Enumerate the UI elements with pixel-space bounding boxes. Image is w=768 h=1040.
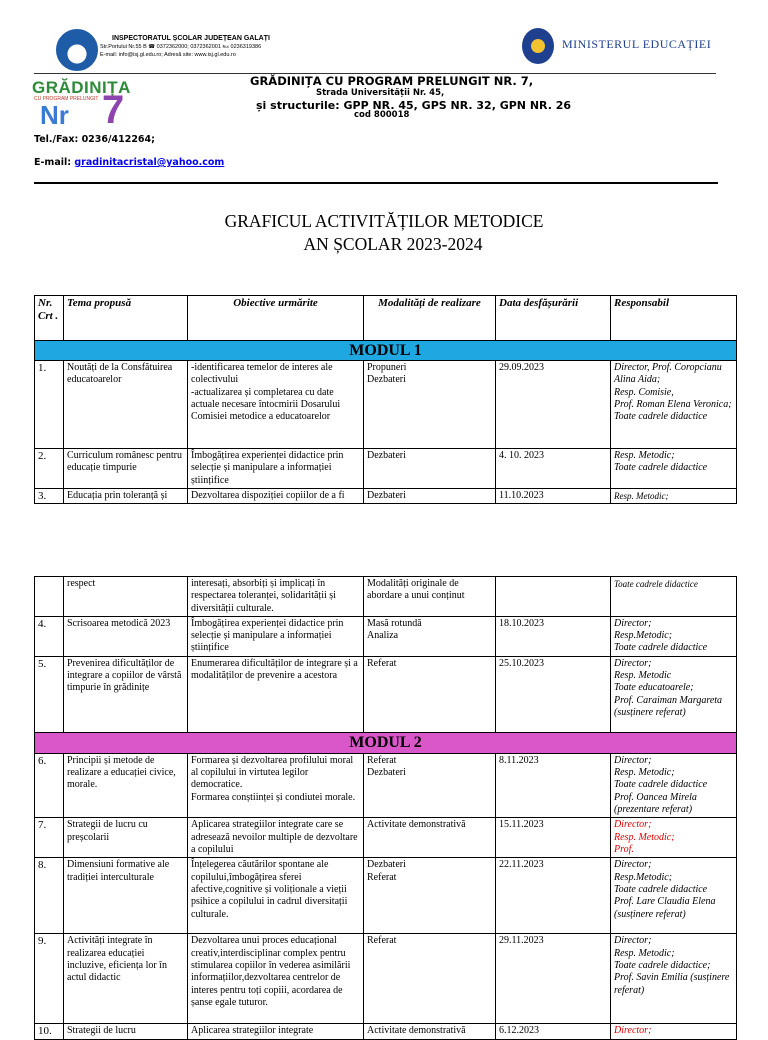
module-2-heading: MODUL 2 (35, 732, 737, 753)
row-obiective: Dezvoltarea dispoziției copiilor de a fi (188, 488, 364, 503)
email-line (34, 157, 224, 168)
kindergarten-logo-sub: CU PROGRAM PRELUNGIT (34, 96, 99, 102)
row-data: 29.09.2023 (496, 361, 611, 449)
row-nr: 3. (35, 488, 64, 503)
kindergarten-logo-word: GRĂDINIȚA (32, 78, 131, 97)
row-data: 4. 10. 2023 (496, 449, 611, 489)
school-structures: și structurile: GPP NR. 45, GPS NR. 32, GPN NR. 26 (256, 99, 572, 112)
table-row (35, 577, 737, 617)
header-data: Data desfășurării (496, 296, 611, 341)
row-tema: Strategii de lucru cu preșcolarii (64, 818, 188, 858)
row-tema: Prevenirea dificultăților de integrare a copiilor de vârstă timpurie în grădinițe (64, 656, 188, 732)
table-row (35, 934, 737, 1024)
table-row (35, 858, 737, 934)
row-responsabil: Director; Resp. Metodic; Toate cadrele didactice; Prof. Savin Emilia (susținere referat) (611, 934, 737, 1024)
row-obiective: -identificarea temelor de interes ale colectivului -actualizarea și completarea cu date actuale necesare întocmirii Dosarului Comisiei metodice a educatoarelor (188, 361, 364, 449)
row-nr: 4. (35, 616, 64, 656)
email-link[interactable]: gradinitacristal@yahoo.com (74, 157, 225, 168)
row-data (496, 577, 611, 617)
isj-contact: E-mail: info@isj.gl.edu.ro; Adresă site: www.isj.gl.edu.ro (100, 52, 236, 58)
row-modalitati: Dezbateri Referat (364, 858, 496, 934)
row-data: 11.10.2023 (496, 488, 611, 503)
row-modalitati: Masă rotundă Analiza (364, 616, 496, 656)
row-tema: respect (64, 577, 188, 617)
row-tema: Curriculum românesc pentru educație timpurie (64, 449, 188, 489)
table-row (35, 753, 737, 817)
row-responsabil: Director, Prof. Coropcianu Alina Aida; Resp. Comisie, Prof. Roman Elena Veronica; Toate cadrele didactice (611, 361, 737, 449)
row-obiective: Aplicarea strategiilor integrate (188, 1024, 364, 1039)
row-tema: Principii și metode de realizare a educației civice, morale. (64, 753, 188, 817)
email-label: E-mail: (34, 157, 75, 168)
kindergarten-logo-nr: Nr (40, 100, 69, 130)
row-responsabil: Director; Resp.Metodic; Toate cadrele didactice (611, 616, 737, 656)
module-1-heading: MODUL 1 (35, 341, 737, 361)
row-modalitati: Referat (364, 934, 496, 1024)
row-modalitati: Referat Dezbateri (364, 753, 496, 817)
row-responsabil: Director; Resp. Metodic Toate educatoarele; Prof. Caraiman Margareta (susținere referat) (611, 656, 737, 732)
row-obiective: Înțelegerea căutărilor spontane ale copilului,îmbogățirea sferei afective,cognitive și voliționale a vieții psihice a copilului in cadrul diversitații culturale. (188, 858, 364, 934)
table-header-row (35, 296, 737, 341)
school-street: Strada Universității Nr. 45, (316, 88, 445, 98)
school-name: GRĂDINIȚA CU PROGRAM PRELUNGIT NR. 7, (250, 74, 534, 88)
row-modalitati: Activitate demonstrativă (364, 818, 496, 858)
isj-logo-icon (56, 29, 98, 71)
isj-title: INSPECTORATUL ȘCOLAR JUDEȚEAN GALAȚI (112, 35, 270, 42)
row-tema: Dimensiuni formative ale tradiției interculturale (64, 858, 188, 934)
row-tema: Noutăți de la Consfătuirea educatoarelor (64, 361, 188, 449)
row-obiective: Îmbogățirea experienței didactice prin selecție și manipulare a informației științifice (188, 616, 364, 656)
row-responsabil: Director; Resp.Metodic; Toate cadrele didactice Prof. Lare Claudia Elena (susținere referat) (611, 858, 737, 934)
row-modalitati: Referat (364, 656, 496, 732)
row-obiective: Enumerarea dificultăților de integrare și a modalităților de prevenire a acestora (188, 656, 364, 732)
activities-table-part2 (34, 576, 737, 1040)
header-obiective: Obiective urmărite (188, 296, 364, 341)
ministry-name: MINISTERUL EDUCAȚIEI (562, 37, 712, 51)
tel-fax: Tel./Fax: 0236/412264; (34, 134, 155, 145)
kindergarten-logo-7: 7 (102, 88, 125, 132)
header-nr: Nr. Crt . (35, 296, 64, 341)
row-obiective: Îmbogățirea experienței didactice prin selecție și manipulare a informației științifice (188, 449, 364, 489)
row-modalitati: Dezbateri (364, 488, 496, 503)
row-nr: 10. (35, 1024, 64, 1039)
activities-table-part1 (34, 295, 737, 504)
header-responsabil: Responsabil (611, 296, 737, 341)
row-responsabil: Director; (611, 1024, 737, 1039)
row-obiective: interesați, absorbiți și implicați în respectarea toleranței, solidarității și diversității culturale. (188, 577, 364, 617)
row-responsabil: Resp. Metodic; (611, 488, 737, 503)
row-nr: 6. (35, 753, 64, 817)
table-row (35, 616, 737, 656)
row-obiective: Formarea și dezvoltarea profilului moral al copilului in virtutea legilor democratice. Formarea conștiinței și condiutei morale. (188, 753, 364, 817)
row-modalitati: Activitate demonstrativă (364, 1024, 496, 1039)
row-nr: 7. (35, 818, 64, 858)
ministry-crest-icon (522, 28, 554, 64)
row-data: 18.10.2023 (496, 616, 611, 656)
school-cod: cod 800018 (354, 110, 410, 120)
row-data: 6.12.2023 (496, 1024, 611, 1039)
row-modalitati: Modalități originale de abordare a unui conținut (364, 577, 496, 617)
row-nr (35, 577, 64, 617)
letterhead-divider (34, 182, 718, 184)
header-tema: Tema propusă (64, 296, 188, 341)
table-row (35, 1024, 737, 1039)
row-nr: 5. (35, 656, 64, 732)
row-tema: Scrisoarea metodică 2023 (64, 616, 188, 656)
row-responsabil: Resp. Metodic; Toate cadrele didactice (611, 449, 737, 489)
row-data: 15.11.2023 (496, 818, 611, 858)
header-modalitati: Modalități de realizare (364, 296, 496, 341)
table-row (35, 818, 737, 858)
row-nr: 9. (35, 934, 64, 1024)
row-tema: Activități integrate în realizarea educației incluzive, eficiența lor în actul didactic (64, 934, 188, 1024)
row-nr: 1. (35, 361, 64, 449)
row-nr: 2. (35, 449, 64, 489)
row-data: 22.11.2023 (496, 858, 611, 934)
row-obiective: Dezvoltarea unui proces educațional creativ,interdisciplinar complex pentru stimularea copiilor în vederea asimilării informațiilor,dezvoltarea centrelor de interes pentru toți copiii, acordarea de șanse egale tuturor. (188, 934, 364, 1024)
table-row (35, 449, 737, 489)
row-responsabil: Toate cadrele didactice (611, 577, 737, 617)
row-obiective: Aplicarea strategiilor integrate care se adresează nevoilor multiple de dezvoltare a copilului (188, 818, 364, 858)
row-data: 8.11.2023 (496, 753, 611, 817)
row-tema: Strategii de lucru (64, 1024, 188, 1039)
row-data: 25.10.2023 (496, 656, 611, 732)
table-row (35, 361, 737, 449)
row-modalitati: Dezbateri (364, 449, 496, 489)
table-row (35, 656, 737, 732)
row-modalitati: Propuneri Dezbateri (364, 361, 496, 449)
row-tema: Educația prin toleranță și (64, 488, 188, 503)
isj-address: Str.Portului Nr.55 B ☎ 0372362000; 0372362001 ℻ 0236319386 (100, 44, 262, 50)
table-row (35, 488, 737, 503)
document-title: GRAFICUL ACTIVITĂȚILOR METODICE (224, 211, 544, 231)
row-data: 29.11.2023 (496, 934, 611, 1024)
row-responsabil: Director; Resp. Metodic; Prof. (611, 818, 737, 858)
row-nr: 8. (35, 858, 64, 934)
document-subtitle: AN ȘCOLAR 2023-2024 (303, 234, 483, 254)
row-responsabil: Director; Resp. Metodic; Toate cadrele didactice Prof. Oancea Mirela (prezentare referat) (611, 753, 737, 817)
